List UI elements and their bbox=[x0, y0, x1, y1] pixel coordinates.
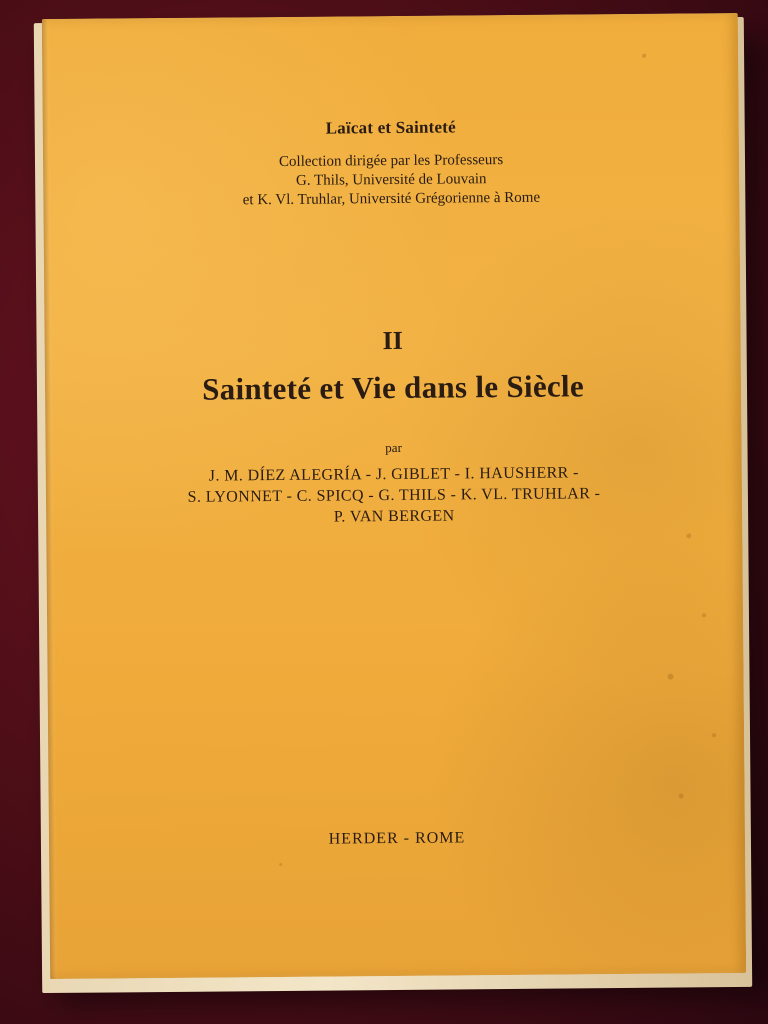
age-spot bbox=[668, 674, 674, 680]
series-title: Laïcat et Sainteté bbox=[325, 117, 456, 138]
author-line: P. VAN BERGEN bbox=[333, 507, 455, 526]
age-spot bbox=[686, 533, 691, 538]
age-spot bbox=[712, 733, 716, 737]
age-spot bbox=[702, 613, 706, 617]
collection-line: G. Thils, Université de Louvain bbox=[295, 171, 487, 189]
by-label: par bbox=[385, 439, 402, 456]
collection-line: et K. Vl. Truhlar, Université Grégorienne à Rome bbox=[242, 189, 541, 209]
age-spot bbox=[679, 793, 684, 798]
age-spot bbox=[642, 54, 646, 58]
publisher: HERDER - ROME bbox=[328, 829, 466, 848]
author-line: J. M. DÍEZ ALEGRÍA - J. GIBLET - I. HAUSHERR - bbox=[208, 464, 579, 485]
volume-number: II bbox=[382, 325, 403, 356]
collection-editors bbox=[43, 149, 739, 212]
collection-line: Collection dirigée par les Professeurs bbox=[278, 152, 504, 170]
author-list bbox=[46, 461, 743, 530]
book-title: Sainteté et Vie dans le Siècle bbox=[202, 368, 585, 407]
author-line: S. LYONNET - C. SPICQ - G. THILS - K. VL. TRUHLAR - bbox=[187, 485, 601, 506]
book-cover bbox=[42, 13, 746, 979]
age-spot bbox=[279, 863, 282, 866]
